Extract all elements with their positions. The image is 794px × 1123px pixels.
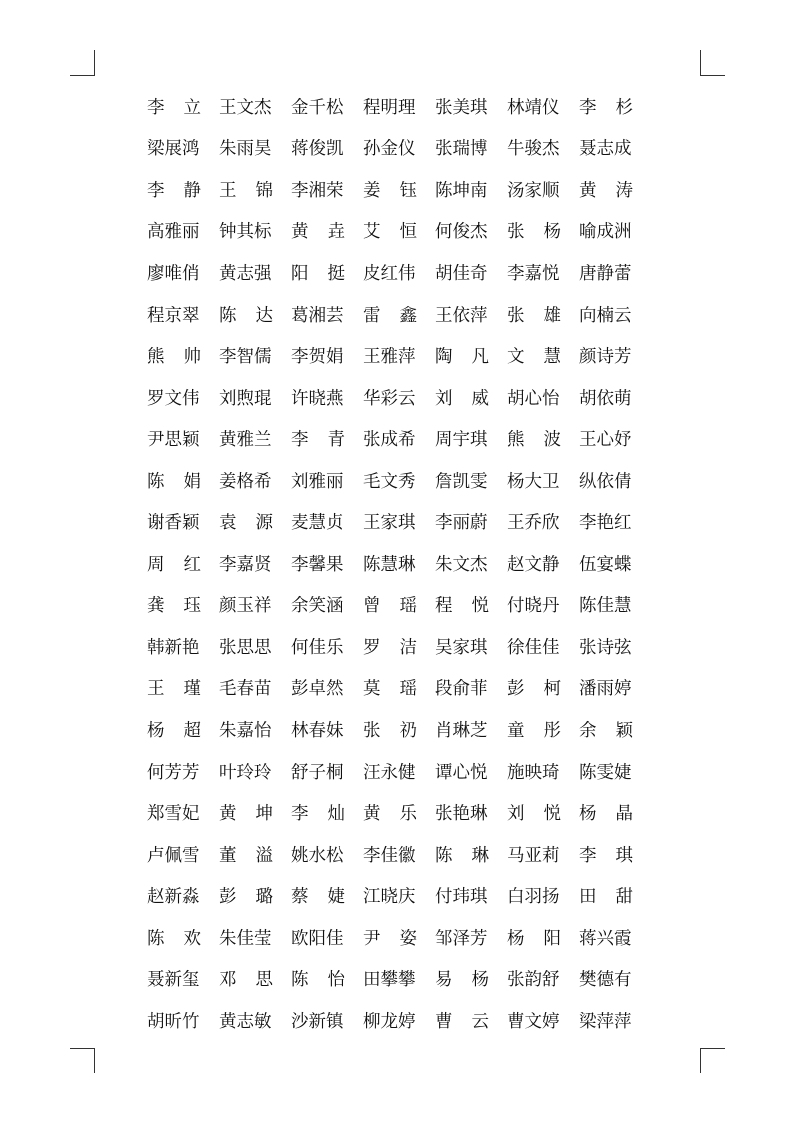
- name-cell: 陈慧琳: [363, 553, 416, 574]
- name-cell: 邹泽芳: [435, 927, 488, 948]
- name-cell: 彭 柯: [507, 678, 561, 699]
- name-cell: 杨大卫: [507, 470, 560, 491]
- name-cell: 周 红: [147, 553, 201, 574]
- name-cell: 李 青: [291, 429, 345, 450]
- name-cell: 王雅萍: [363, 346, 416, 367]
- name-cell: 李 琪: [579, 844, 633, 865]
- name-cell: 尹思颖: [147, 429, 200, 450]
- name-cell: 李 静: [147, 179, 201, 200]
- name-cell: 李嘉贤: [219, 553, 272, 574]
- name-cell: 李丽蔚: [435, 512, 488, 533]
- name-cell: 柳龙婷: [363, 1010, 416, 1031]
- name-row: [147, 626, 651, 668]
- name-cell: 詹凯雯: [435, 470, 488, 491]
- name-cell: 姚水松: [291, 844, 344, 865]
- name-cell: 舒子桐: [291, 761, 344, 782]
- name-cell: 张诗弦: [579, 636, 632, 657]
- name-cell: 张艳琳: [435, 803, 488, 824]
- name-cell: 王乔欣: [507, 512, 560, 533]
- name-cell: 施映琦: [507, 761, 560, 782]
- name-cell: 何芳芳: [147, 761, 200, 782]
- name-cell: 叶玲玲: [219, 761, 272, 782]
- name-cell: 唐静蕾: [579, 262, 632, 283]
- name-cell: 蔡 婕: [291, 886, 345, 907]
- name-row: [147, 1000, 651, 1042]
- name-row: [147, 875, 651, 917]
- name-cell: 王 锦: [219, 179, 273, 200]
- name-cell: 黄 乐: [363, 803, 417, 824]
- name-cell: 阳 挺: [291, 262, 345, 283]
- name-cell: 李馨果: [291, 553, 344, 574]
- name-row: [147, 252, 651, 294]
- name-cell: 李贺娟: [291, 346, 344, 367]
- name-cell: 尹 姿: [363, 927, 417, 948]
- name-cell: 皮红伟: [363, 262, 416, 283]
- name-cell: 田攀攀: [363, 969, 416, 990]
- name-cell: 胡佳奇: [435, 262, 488, 283]
- name-cell: 付晓丹: [507, 595, 560, 616]
- name-cell: 陈佳慧: [579, 595, 632, 616]
- name-cell: 彭 璐: [219, 886, 273, 907]
- name-cell: 毛春苗: [219, 678, 272, 699]
- name-row: [147, 709, 651, 751]
- name-row: [147, 834, 651, 876]
- name-cell: 张 礽: [363, 719, 417, 740]
- name-cell: 熊 波: [507, 429, 561, 450]
- name-cell: 黄雅兰: [219, 429, 272, 450]
- name-cell: 谢香颖: [147, 512, 200, 533]
- name-cell: 朱文杰: [435, 553, 488, 574]
- name-cell: 姜 钰: [363, 179, 417, 200]
- name-cell: 雷 鑫: [363, 304, 417, 325]
- name-row: [147, 460, 651, 502]
- name-cell: 胡昕竹: [147, 1010, 200, 1031]
- name-cell: 廖唯俏: [147, 262, 200, 283]
- name-cell: 黄 坤: [219, 803, 273, 824]
- name-cell: 李佳徽: [363, 844, 416, 865]
- name-cell: 程 悦: [435, 595, 489, 616]
- name-row: [147, 958, 651, 1000]
- name-cell: 杨 晶: [579, 803, 633, 824]
- name-cell: 刘 悦: [507, 803, 561, 824]
- name-cell: 曹文婷: [507, 1010, 560, 1031]
- name-cell: 曹 云: [435, 1010, 489, 1031]
- name-cell: 莫 瑶: [363, 678, 417, 699]
- name-cell: 张韵舒: [507, 969, 560, 990]
- name-cell: 聂新玺: [147, 969, 200, 990]
- name-cell: 程京翠: [147, 304, 200, 325]
- name-cell: 付玮琪: [435, 886, 488, 907]
- name-cell: 熊 帅: [147, 346, 201, 367]
- name-cell: 段俞菲: [435, 678, 488, 699]
- name-cell: 张瑞博: [435, 138, 488, 159]
- name-cell: 曾 瑶: [363, 595, 417, 616]
- name-cell: 余 颖: [579, 719, 633, 740]
- name-cell: 徐佳佳: [507, 636, 560, 657]
- name-cell: 许晓燕: [291, 387, 344, 408]
- name-cell: 陈雯婕: [579, 761, 632, 782]
- name-row: [147, 917, 651, 959]
- name-cell: 张美琪: [435, 96, 488, 117]
- name-row: [147, 86, 651, 128]
- name-cell: 蒋俊凯: [291, 138, 344, 159]
- name-cell: 林靖仪: [507, 96, 560, 117]
- name-cell: 张 杨: [507, 221, 561, 242]
- name-cell: 朱雨昊: [219, 138, 272, 159]
- name-cell: 黄志强: [219, 262, 272, 283]
- name-cell: 姜格希: [219, 470, 272, 491]
- name-cell: 高雅丽: [147, 221, 200, 242]
- name-cell: 陈 娟: [147, 470, 201, 491]
- name-cell: 金千松: [291, 96, 344, 117]
- name-cell: 汤家顺: [507, 179, 560, 200]
- name-cell: 刘 威: [435, 387, 489, 408]
- name-cell: 王 瑾: [147, 678, 201, 699]
- name-cell: 文 慧: [507, 346, 561, 367]
- name-cell: 李 杉: [579, 96, 633, 117]
- name-cell: 陈 欢: [147, 927, 201, 948]
- name-cell: 李 立: [147, 96, 201, 117]
- name-cell: 沙新镇: [291, 1010, 344, 1031]
- name-cell: 王依萍: [435, 304, 488, 325]
- name-cell: 毛文秀: [363, 470, 416, 491]
- name-row: [147, 418, 651, 460]
- name-cell: 程明理: [363, 96, 416, 117]
- name-cell: 黄 垚: [291, 221, 345, 242]
- name-cell: 童 彤: [507, 719, 561, 740]
- name-row: [147, 294, 651, 336]
- name-row: [147, 169, 651, 211]
- name-cell: 白羽扬: [507, 886, 560, 907]
- name-cell: 陶 凡: [435, 346, 489, 367]
- name-cell: 李嘉悦: [507, 262, 560, 283]
- name-cell: 王心妤: [579, 429, 632, 450]
- name-row: [147, 792, 651, 834]
- name-cell: 罗 洁: [363, 636, 417, 657]
- name-cell: 樊德有: [579, 969, 632, 990]
- name-cell: 肖琳芝: [435, 719, 488, 740]
- name-cell: 龚 珏: [147, 595, 201, 616]
- name-cell: 梁展鸿: [147, 138, 200, 159]
- name-grid: [147, 86, 651, 1042]
- name-cell: 胡心怡: [507, 387, 560, 408]
- name-cell: 张思思: [219, 636, 272, 657]
- name-cell: 朱佳莹: [219, 927, 272, 948]
- name-cell: 王文杰: [219, 96, 272, 117]
- name-cell: 周宇琪: [435, 429, 488, 450]
- name-cell: 吴家琪: [435, 636, 488, 657]
- name-cell: 田 甜: [579, 886, 633, 907]
- name-cell: 伍宴蝶: [579, 553, 632, 574]
- name-cell: 罗文伟: [147, 387, 200, 408]
- name-cell: 杨 超: [147, 719, 201, 740]
- name-cell: 李智儒: [219, 346, 272, 367]
- name-cell: 朱嘉怡: [219, 719, 272, 740]
- name-row: [147, 128, 651, 170]
- name-cell: 梁萍萍: [579, 1010, 632, 1031]
- name-cell: 孙金仪: [363, 138, 416, 159]
- name-cell: 麦慧贞: [291, 512, 344, 533]
- name-cell: 喻成洲: [579, 221, 632, 242]
- name-cell: 葛湘芸: [291, 304, 344, 325]
- name-cell: 王家琪: [363, 512, 416, 533]
- name-row: [147, 751, 651, 793]
- name-cell: 江晓庆: [363, 886, 416, 907]
- name-cell: 易 杨: [435, 969, 489, 990]
- name-cell: 郑雪妃: [147, 803, 200, 824]
- name-cell: 林春妹: [291, 719, 344, 740]
- name-cell: 赵新淼: [147, 886, 200, 907]
- name-cell: 陈 怡: [291, 969, 345, 990]
- name-cell: 颜诗芳: [579, 346, 632, 367]
- name-cell: 钟其标: [219, 221, 272, 242]
- name-cell: 向楠云: [579, 304, 632, 325]
- name-row: [147, 211, 651, 253]
- name-row: [147, 585, 651, 627]
- name-cell: 杨 阳: [507, 927, 561, 948]
- name-cell: 韩新艳: [147, 636, 200, 657]
- name-cell: 艾 恒: [363, 221, 417, 242]
- name-cell: 牛骏杰: [507, 138, 560, 159]
- name-cell: 纵依倩: [579, 470, 632, 491]
- name-cell: 袁 源: [219, 512, 273, 533]
- name-cell: 李 灿: [291, 803, 345, 824]
- name-cell: 张成希: [363, 429, 416, 450]
- name-cell: 陈 达: [219, 304, 273, 325]
- name-cell: 马亚莉: [507, 844, 560, 865]
- name-cell: 潘雨婷: [579, 678, 632, 699]
- name-row: [147, 377, 651, 419]
- name-cell: 欧阳佳: [291, 927, 344, 948]
- name-cell: 张 雄: [507, 304, 561, 325]
- name-cell: 蒋兴霞: [579, 927, 632, 948]
- name-cell: 彭卓然: [291, 678, 344, 699]
- name-cell: 何佳乐: [291, 636, 344, 657]
- name-cell: 赵文静: [507, 553, 560, 574]
- name-cell: 董 溢: [219, 844, 273, 865]
- name-cell: 颜玉祥: [219, 595, 272, 616]
- name-cell: 卢佩雪: [147, 844, 200, 865]
- name-row: [147, 668, 651, 710]
- name-cell: 黄志敏: [219, 1010, 272, 1031]
- name-cell: 华彩云: [363, 387, 416, 408]
- name-cell: 陈坤南: [435, 179, 488, 200]
- name-cell: 刘煦琨: [219, 387, 272, 408]
- name-cell: 黄 涛: [579, 179, 633, 200]
- name-cell: 陈 琳: [435, 844, 489, 865]
- name-cell: 邓 思: [219, 969, 273, 990]
- name-cell: 谭心悦: [435, 761, 488, 782]
- name-cell: 李艳红: [579, 512, 632, 533]
- name-cell: 李湘荣: [291, 179, 344, 200]
- name-cell: 刘雅丽: [291, 470, 344, 491]
- name-cell: 余笑涵: [291, 595, 344, 616]
- name-row: [147, 543, 651, 585]
- name-cell: 胡依萌: [579, 387, 632, 408]
- name-cell: 汪永健: [363, 761, 416, 782]
- name-cell: 聂志成: [579, 138, 632, 159]
- name-row: [147, 501, 651, 543]
- name-cell: 何俊杰: [435, 221, 488, 242]
- name-row: [147, 335, 651, 377]
